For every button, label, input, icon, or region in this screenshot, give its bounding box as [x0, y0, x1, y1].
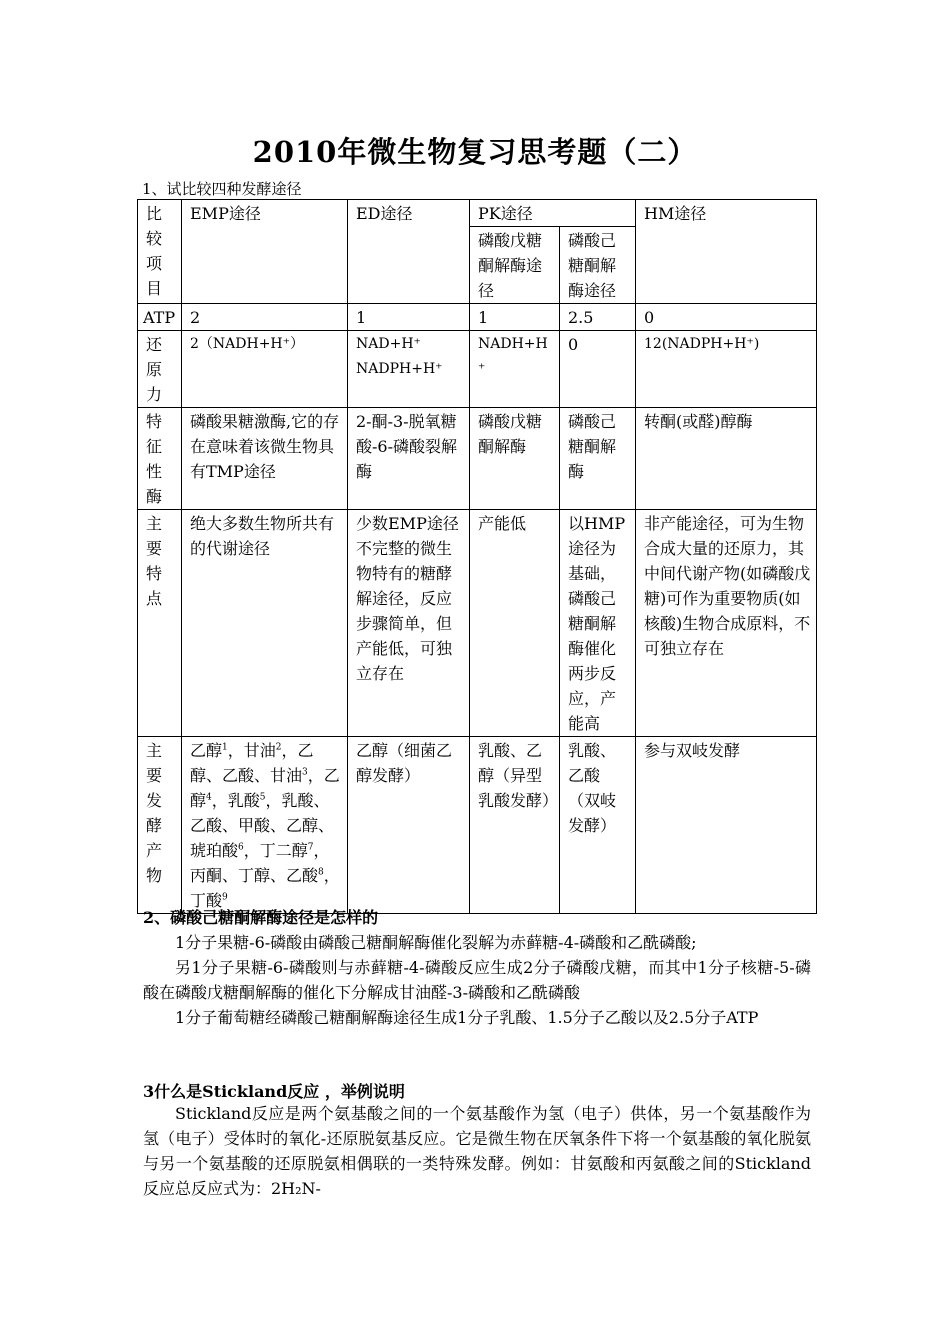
product-text: ，乙醇、乙酸、甘油: [190, 741, 314, 785]
table-row-features: [138, 510, 817, 737]
header-pk-pentose: 磷酸戊糖酮解酶途径: [470, 227, 560, 304]
header-pk-hexose: 磷酸己糖酮解酶途径: [560, 227, 636, 304]
reducing-hm: 12(NADPH+H⁺): [636, 331, 817, 408]
features-emp: 绝大多数生物所共有的代谢途径: [182, 510, 348, 737]
footnote-mark: 3: [302, 767, 308, 778]
footnote-mark: 4: [206, 792, 212, 803]
products-ed: 乙醇（细菌乙醇发酵）: [348, 737, 470, 914]
table-row-atp: [138, 304, 817, 331]
features-hm: 非产能途径，可为生物合成大量的还原力，其中间代谢产物(如磷酸戊糖)可作为重要物质(如核酸)生物合成原料，不可独立存在: [636, 510, 817, 737]
header-compare: 比较项目: [138, 200, 182, 304]
reducing-ed-line2: NADPH+H⁺: [356, 361, 443, 377]
atp-emp: 2: [182, 304, 348, 331]
footnote-mark: 8: [318, 867, 324, 878]
comparison-table: [137, 199, 817, 914]
table-row-products: [138, 737, 817, 914]
enzyme-pk-pentose: 磷酸戊糖酮解酶: [470, 408, 560, 510]
row-label-products: 主要发酵产物: [138, 737, 182, 914]
question-1-heading: 1、试比较四种发酵途径: [142, 180, 302, 198]
product-text: 乙醇: [190, 741, 223, 760]
page-title: 2010年微生物复习思考题（二）: [252, 135, 698, 169]
reducing-ed-line1: NAD+H⁺: [356, 336, 421, 352]
table-row-reducing: [138, 331, 817, 408]
section-2-body: [143, 930, 811, 1030]
row-label-features: 主要特点: [138, 510, 182, 737]
enzyme-ed: 2-酮-3-脱氧糖酸-6-磷酸裂解酶: [348, 408, 470, 510]
atp-ed: 1: [348, 304, 470, 331]
section-3-heading: 3什么是Stickland反应 ，举例说明: [143, 1082, 405, 1101]
reducing-emp: 2（NADH+H⁺）: [182, 331, 348, 408]
atp-pk-pentose: 1: [470, 304, 560, 331]
product-text: ，乳酸、乙酸、甲酸、乙醇、琥珀酸: [190, 791, 335, 860]
features-ed: 少数EMP途径不完整的微生物特有的糖酵解途径，反应步骤简单，但产能低，可独立存在: [348, 510, 470, 737]
enzyme-hm: 转酮(或醛)醇酶: [636, 408, 817, 510]
section-2-paragraph-1: 1分子果糖-6-磷酸由磷酸己糖酮解酶催化裂解为赤藓糖-4-磷酸和乙酰磷酸;: [175, 933, 697, 952]
section-2-paragraph-2: 另1分子果糖-6-磷酸则与赤藓糖-4-磷酸反应生成2分子磷酸戊糖，而其中1分子核糖-5-磷酸在磷酸戊糖酮解酶的催化下分解成甘油醛-3-磷酸和乙酰磷酸: [143, 958, 811, 1002]
product-text: ，乙醇: [190, 766, 340, 810]
header-pk: PK途径: [470, 200, 636, 227]
atp-pk-hexose: 2.5: [560, 304, 636, 331]
footnote-mark: 7: [307, 842, 314, 853]
product-text: ，丁二醇: [243, 841, 308, 860]
section-3-body: [143, 1101, 811, 1201]
footnote-mark: 9: [222, 892, 228, 903]
footnote-mark: 6: [238, 842, 244, 853]
header-emp: EMP途径: [182, 200, 348, 304]
section-2-heading: 2、磷酸己糖酮解酶途径是怎样的: [143, 908, 379, 927]
reducing-pk-hexose: 0: [560, 331, 636, 408]
product-text: ，丙酮、丁醇、乙酸: [190, 841, 330, 885]
products-hm: 参与双岐发酵: [636, 737, 817, 914]
row-label-reducing: 还原力: [138, 331, 182, 408]
products-pk-pentose: 乳酸、乙醇（异型乳酸发酵）: [470, 737, 560, 914]
products-pk-hexose: 乳酸、乙酸（双岐发酵）: [560, 737, 636, 914]
features-pk-hexose: 以HMP途径为基础，磷酸己糖酮解酶催化两步反应，产能高: [560, 510, 636, 737]
enzyme-emp: 磷酸果糖激酶,它的存在意味着该微生物具有TMP途径: [182, 408, 348, 510]
footnote-mark: 2: [275, 742, 282, 753]
products-emp: [182, 737, 348, 914]
row-label-enzyme: 特征性酶: [138, 408, 182, 510]
features-pk-pentose: 产能低: [470, 510, 560, 737]
footnote-mark: 1: [222, 742, 228, 753]
reducing-pk-pentose: NADH+H⁺: [470, 331, 560, 408]
header-hm: HM途径: [636, 200, 817, 304]
row-label-atp: ATP: [138, 304, 182, 331]
table-row-enzyme: [138, 408, 817, 510]
section-3-paragraph-1: Stickland反应是两个氨基酸之间的一个氨基酸作为氢（电子）供体，另一个氨基酸作为氢（电子）受体时的氧化-还原脱氨基反应。它是微生物在厌氧条件下将一个氨基酸的氧化脱氨与另一个氨基酸的还原脱氨相偶联的一类特殊发酵。例如：甘氨酸和丙氨酸之间的Stickland反应总反应式为：2H₂N-: [143, 1104, 811, 1198]
header-ed: ED途径: [348, 200, 470, 304]
footnote-mark: 5: [259, 792, 266, 803]
section-2-paragraph-3: 1分子葡萄糖经磷酸己糖酮解酶途径生成1分子乳酸、1.5分子乙酸以及2.5分子ATP: [175, 1008, 759, 1027]
table-row-header: [138, 200, 817, 227]
reducing-ed: [348, 331, 470, 408]
atp-hm: 0: [636, 304, 817, 331]
product-text: ，丁酸: [190, 866, 340, 910]
product-text: ，甘油: [227, 741, 276, 760]
enzyme-pk-hexose: 磷酸己糖酮解酶: [560, 408, 636, 510]
product-text: ，乳酸: [211, 791, 260, 810]
